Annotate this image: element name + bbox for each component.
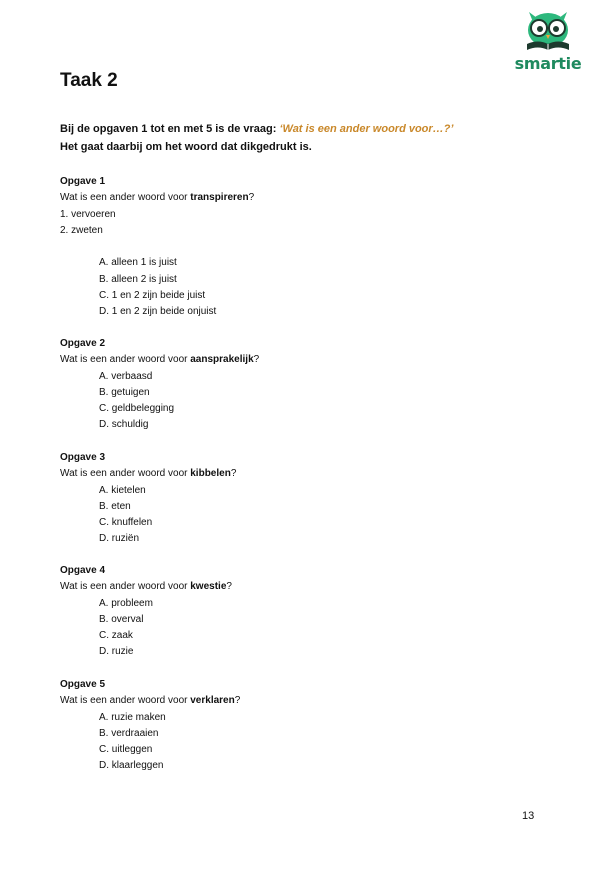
answer-option: D. 1 en 2 zijn beide onjuist — [99, 306, 217, 318]
logo-text: smartie — [514, 54, 582, 73]
question-heading: Opgave 5 — [60, 679, 106, 690]
bold-word: kwestie — [190, 581, 227, 593]
answer-option: D. schuldig — [99, 419, 149, 431]
bold-word: transpireren — [190, 192, 249, 204]
owl-icon — [521, 8, 575, 54]
page-number: 13 — [522, 810, 535, 822]
answer-option: C. 1 en 2 zijn beide juist — [99, 290, 206, 302]
intro-prefix: Bij de opgaven 1 tot en met 5 is de vraag: — [60, 123, 280, 135]
question-text: Wat is een ander woord voor kibbelen? — [60, 468, 237, 480]
question-block — [60, 174, 540, 321]
question-block — [60, 450, 540, 548]
question-text: Wat is een ander woord voor transpireren? — [60, 192, 255, 204]
bold-word: verklaren — [190, 695, 235, 707]
smartie-logo — [511, 8, 585, 74]
question-block — [60, 563, 540, 661]
answer-option: D. ruzie — [99, 646, 134, 658]
answer-option: C. zaak — [99, 630, 133, 642]
statement: 2. zweten — [60, 224, 103, 236]
question-text: Wat is een ander woord voor aansprakelijk? — [60, 354, 260, 366]
page-title: Taak 2 — [60, 70, 118, 91]
answer-option: A. probleem — [99, 597, 153, 609]
question-heading: Opgave 3 — [60, 452, 106, 463]
question-block — [60, 336, 540, 434]
intro-line-1 — [60, 120, 540, 138]
answer-option: C. uitleggen — [99, 744, 153, 756]
answer-option: C. knuffelen — [99, 517, 153, 529]
intro-line-2: Het gaat daarbij om het woord dat dikgedrukt is. — [60, 141, 312, 153]
answer-option: B. verdraaien — [99, 727, 159, 739]
answer-option: A. kietelen — [99, 484, 146, 496]
intro-instructions — [60, 120, 540, 156]
answer-option: B. alleen 2 is juist — [99, 273, 177, 285]
question-text: Wat is een ander woord voor verklaren? — [60, 695, 241, 707]
bold-word: kibbelen — [190, 468, 231, 480]
answer-option: C. geldbelegging — [99, 403, 175, 415]
answer-option: D. ruziën — [99, 533, 140, 545]
question-block — [60, 677, 540, 775]
statement: 1. vervoeren — [60, 208, 116, 220]
answer-option: A. ruzie maken — [99, 711, 166, 723]
answer-option: B. overval — [99, 613, 144, 625]
question-heading: Opgave 4 — [60, 565, 106, 576]
answer-option: A. verbaasd — [99, 370, 153, 382]
intro-quote-start: ‘Wat is een — [279, 123, 340, 135]
answer-option: D. klaarleggen — [99, 760, 164, 772]
answer-option: B. getuigen — [99, 386, 150, 398]
question-heading: Opgave 2 — [60, 338, 106, 349]
answer-option: B. eten — [99, 500, 131, 512]
intro-quote — [279, 123, 453, 135]
question-heading: Opgave 1 — [60, 176, 106, 187]
question-text: Wat is een ander woord voor kwestie? — [60, 581, 232, 593]
intro-quote-end: ander woord voor…?’ — [339, 123, 454, 135]
bold-word: aansprakelijk — [190, 354, 254, 366]
answer-option: A. alleen 1 is juist — [99, 257, 177, 269]
